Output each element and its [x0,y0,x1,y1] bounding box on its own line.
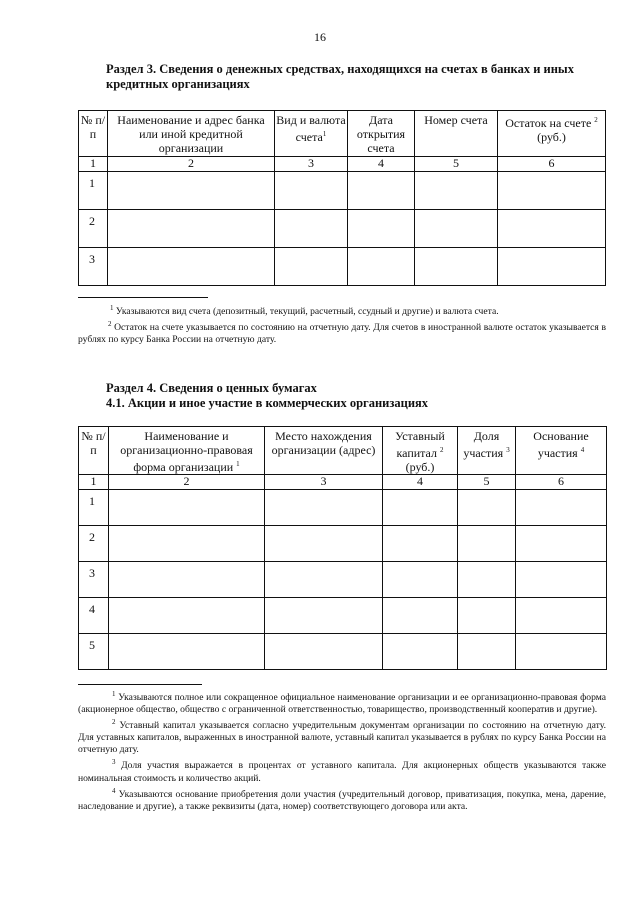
table-cell[interactable] [516,490,607,526]
index-cell: 5 [415,157,498,172]
col-header-capital-unit: (руб.) [405,460,435,474]
col-header-open-date: Дата открытия счета [348,111,415,157]
index-cell: 1 [79,157,108,172]
col-header-location: Место нахождения организации (адрес) [265,427,383,475]
index-cell: 2 [109,475,265,490]
index-cell: 3 [275,157,348,172]
table-row [79,210,606,248]
table-cell[interactable] [265,526,383,562]
row-number: 3 [79,248,108,286]
index-row [79,157,606,172]
col-header-balance [498,111,606,157]
table-cell[interactable] [265,598,383,634]
table-cell[interactable] [415,172,498,210]
index-cell: 4 [348,157,415,172]
table-cell[interactable] [275,248,348,286]
footnote-ref: 2 [594,116,598,124]
table-cell[interactable] [498,248,606,286]
row-number: 2 [79,526,109,562]
section3-title-line2: кредитных организациях [106,77,250,91]
table-cell[interactable] [458,526,516,562]
footnote-divider [78,297,208,298]
col-header-account-type [275,111,348,157]
table-cell[interactable] [516,562,607,598]
table-cell[interactable] [109,490,265,526]
table-cell[interactable] [458,490,516,526]
table-row [79,490,607,526]
table-cell[interactable] [348,210,415,248]
footnote-mark: 1 [110,304,114,312]
table-row [79,562,607,598]
col-header-org-name-text: Наименование и организационно-правовая форма организации [120,429,253,474]
row-number: 2 [79,210,108,248]
footnote-divider [78,684,202,685]
row-number: 5 [79,634,109,670]
table-cell[interactable] [383,526,458,562]
footnote [78,756,606,784]
footnote [78,716,606,756]
table-cell[interactable] [275,172,348,210]
table-cell[interactable] [458,598,516,634]
footnote-mark: 3 [112,758,116,767]
col-header-org-name [109,427,265,475]
col-header-account-number: Номер счета [415,111,498,157]
index-cell: 1 [79,475,109,490]
section4-title: Раздел 4. Сведения о ценных бумагах [106,381,317,395]
section3-footnotes [78,302,606,346]
index-cell: 2 [108,157,275,172]
table-cell[interactable] [109,598,265,634]
table-cell[interactable] [109,634,265,670]
table-cell[interactable] [265,562,383,598]
col-header-basis [516,427,607,475]
col-header-share-text: Доля участия [463,429,504,460]
section3-title [106,62,606,92]
table-cell[interactable] [516,634,607,670]
col-header-basis-text: Основание участия [533,429,589,460]
index-cell: 5 [458,475,516,490]
table-cell[interactable] [348,172,415,210]
table-cell[interactable] [108,172,275,210]
col-header-capital-text: Уставный капитал [395,429,445,460]
table-cell[interactable] [109,526,265,562]
footnote-ref: 4 [580,446,585,454]
footnote-ref: 1 [322,130,327,138]
footnote-mark: 2 [112,718,116,727]
col-header-capital [383,427,458,475]
footnote [78,688,606,716]
table-cell[interactable] [265,634,383,670]
table-cell[interactable] [383,562,458,598]
table-cell[interactable] [383,598,458,634]
section3-title-line1: Раздел 3. Сведения о денежных средствах, находящихся на счетах в банках и иных [106,62,574,76]
footnote-mark: 2 [108,320,112,329]
footnote [78,785,606,813]
table-cell[interactable] [458,562,516,598]
table-cell[interactable] [383,490,458,526]
col-header-balance-unit: (руб.) [537,130,566,144]
table-row [79,172,606,210]
row-number: 3 [79,562,109,598]
table-cell[interactable] [265,490,383,526]
footnote-text: Указываются основание приобретения доли участия (учредительный договор, приватизация, покупка, мена, дарение, наследование и другие), а также реквизиты (дата, номер) соответствующего договора или акта. [78,788,606,812]
footnote-mark: 1 [112,690,116,698]
footnote-ref: 1 [236,460,240,468]
footnote-ref: 3 [506,446,510,454]
table-cell[interactable] [109,562,265,598]
footnote-text: Доля участия выражается в процентах от уставного капитала. Для акционерных обществ указываются также номинальная стоимость и количество акций. [78,760,606,784]
col-header-bank-name: Наименование и адрес банка или иной кредитной организации [108,111,275,157]
table-cell[interactable] [516,526,607,562]
table-cell[interactable] [383,634,458,670]
footnote-text: Указываются полное или сокращенное официальное наименование организации и ее организационно-правовая форма (акционерное общество, общество с ограниченной ответственностью, товарищество, производственный кооператив и другие). [78,692,606,716]
section4-footnotes [78,688,606,813]
footnote-text: Уставный капитал указывается согласно учредительным документам организации по состоянию на отчетную дату. Для уставных капиталов, выраженных в иностранной валюте, уставный капитал указывается в рублях по курсу Банка России на отчетную дату. [78,720,606,756]
section4-subtitle: 4.1. Акции и иное участие в коммерческих организациях [106,396,429,410]
page-number: 16 [314,30,326,44]
table-cell[interactable] [108,248,275,286]
table-cell[interactable] [498,172,606,210]
col-header-share [458,427,516,475]
row-number: 1 [79,172,108,210]
table-row [79,248,606,286]
table-cell[interactable] [108,210,275,248]
col-header-account-type-text: Вид и валюта счета [276,113,346,144]
index-cell: 6 [498,157,606,172]
footnote-ref: 2 [439,446,444,454]
table-row [79,526,607,562]
table-cell[interactable] [415,248,498,286]
col-header-balance-text: Остаток на счете [505,116,592,130]
index-cell: 4 [383,475,458,490]
table-row [79,634,607,670]
table-cell[interactable] [415,210,498,248]
row-number: 1 [79,490,109,526]
index-cell: 6 [516,475,607,490]
index-row [79,475,607,490]
footnote-mark: 4 [112,786,116,795]
shares-table [78,426,607,670]
table-cell[interactable] [348,248,415,286]
table-cell[interactable] [498,210,606,248]
index-cell: 3 [265,475,383,490]
table-cell[interactable] [516,598,607,634]
accounts-table [78,110,606,286]
col-header-number: № п/п [79,111,108,157]
footnote-text: Остаток на счете указывается по состоянию на отчетную дату. Для счетов в иностранной валюте остаток указывается в рублях по курсу Банка России на отчетную дату. [78,322,606,346]
footnote-text: Указываются вид счета (депозитный, текущий, расчетный, ссудный и другие) и валюта счета. [115,306,499,318]
col-header-number: № п/п [79,427,109,475]
footnote [78,302,606,318]
table-cell[interactable] [458,634,516,670]
row-number: 4 [79,598,109,634]
table-cell[interactable] [275,210,348,248]
table-row [79,598,607,634]
footnote [78,318,606,346]
